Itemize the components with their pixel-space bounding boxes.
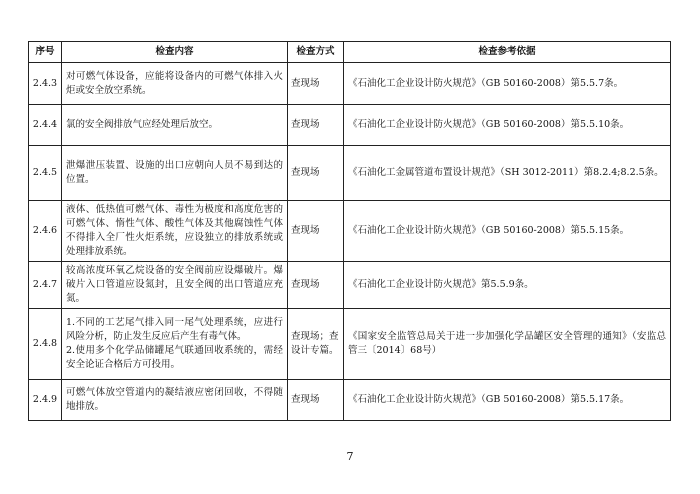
header-reference-basis: 检查参考依据 — [344, 42, 671, 63]
inspection-content: 氯的安全阀排放气应经处理后放空。 — [62, 105, 288, 146]
row-number: 2.4.3 — [29, 63, 62, 105]
table-header-row — [29, 42, 671, 63]
page-number: 7 — [346, 450, 354, 463]
row-number: 2.4.8 — [29, 309, 62, 380]
table-row — [29, 63, 671, 105]
inspection-method: 查现场 — [288, 201, 344, 262]
inspection-content: 较高浓度环氧乙烷设备的安全阀前应设爆破片。爆破片入口管道应设氮封，且安全阀的出口管道应充氮。 — [62, 262, 288, 309]
header-serial-number: 序号 — [29, 42, 62, 63]
reference-basis: 《石油化工金属管道布置设计规范》（SH 3012-2011）第8.2.4;8.2.5条。 — [344, 146, 671, 201]
table-row — [29, 201, 671, 262]
inspection-content: 对可燃气体设备，应能将设备内的可燃气体排入火炬或安全放空系统。 — [62, 63, 288, 105]
inspection-content: 1.不同的工艺尾气排入同一尾气处理系统，应进行风险分析，防止发生反应后产生有毒气体。 2.使用多个化学品储罐尾气联通回收系统的，需经安全论证合格后方可投用。 — [62, 309, 288, 380]
row-number: 2.4.9 — [29, 380, 62, 421]
inspection-method: 查现场 — [288, 105, 344, 146]
table-row — [29, 146, 671, 201]
reference-basis: 《石油化工企业设计防火规范》（GB 50160-2008）第5.5.15条。 — [344, 201, 671, 262]
table-row — [29, 105, 671, 146]
inspection-content: 泄爆泄压装置、设施的出口应朝向人员不易到达的位置。 — [62, 146, 288, 201]
reference-basis: 《石油化工企业设计防火规范》第5.5.9条。 — [344, 262, 671, 309]
table-row — [29, 309, 671, 380]
inspection-method: 查现场 — [288, 146, 344, 201]
header-inspection-method: 检查方式 — [288, 42, 344, 63]
row-number: 2.4.5 — [29, 146, 62, 201]
reference-basis: 《国家安全监管总局关于进一步加强化学品罐区安全管理的通知》（安监总管三〔2014〕68号） — [344, 309, 671, 380]
inspection-table — [28, 41, 671, 421]
row-number: 2.4.4 — [29, 105, 62, 146]
row-number: 2.4.7 — [29, 262, 62, 309]
row-number: 2.4.6 — [29, 201, 62, 262]
reference-basis: 《石油化工企业设计防火规范》（GB 50160-2008）第5.5.17条。 — [344, 380, 671, 421]
reference-basis: 《石油化工企业设计防火规范》（GB 50160-2008）第5.5.10条。 — [344, 105, 671, 146]
table-row — [29, 262, 671, 309]
reference-basis: 《石油化工企业设计防火规范》（GB 50160-2008）第5.5.7条。 — [344, 63, 671, 105]
header-inspection-content: 检查内容 — [62, 42, 288, 63]
inspection-method: 查现场 — [288, 380, 344, 421]
inspection-content: 液体、低热值可燃气体、毒性为极度和高度危害的可燃气体、惰性气体、酸性气体及其他腐蚀性气体不得排入全厂性火炬系统，应设独立的排放系统或处理排放系统。 — [62, 201, 288, 262]
inspection-method: 查现场 — [288, 262, 344, 309]
table-row — [29, 380, 671, 421]
inspection-content: 可燃气体放空管道内的凝结液应密闭回收，不得随地排放。 — [62, 380, 288, 421]
inspection-method: 查现场 — [288, 63, 344, 105]
inspection-method: 查现场；查设计专篇。 — [288, 309, 344, 380]
